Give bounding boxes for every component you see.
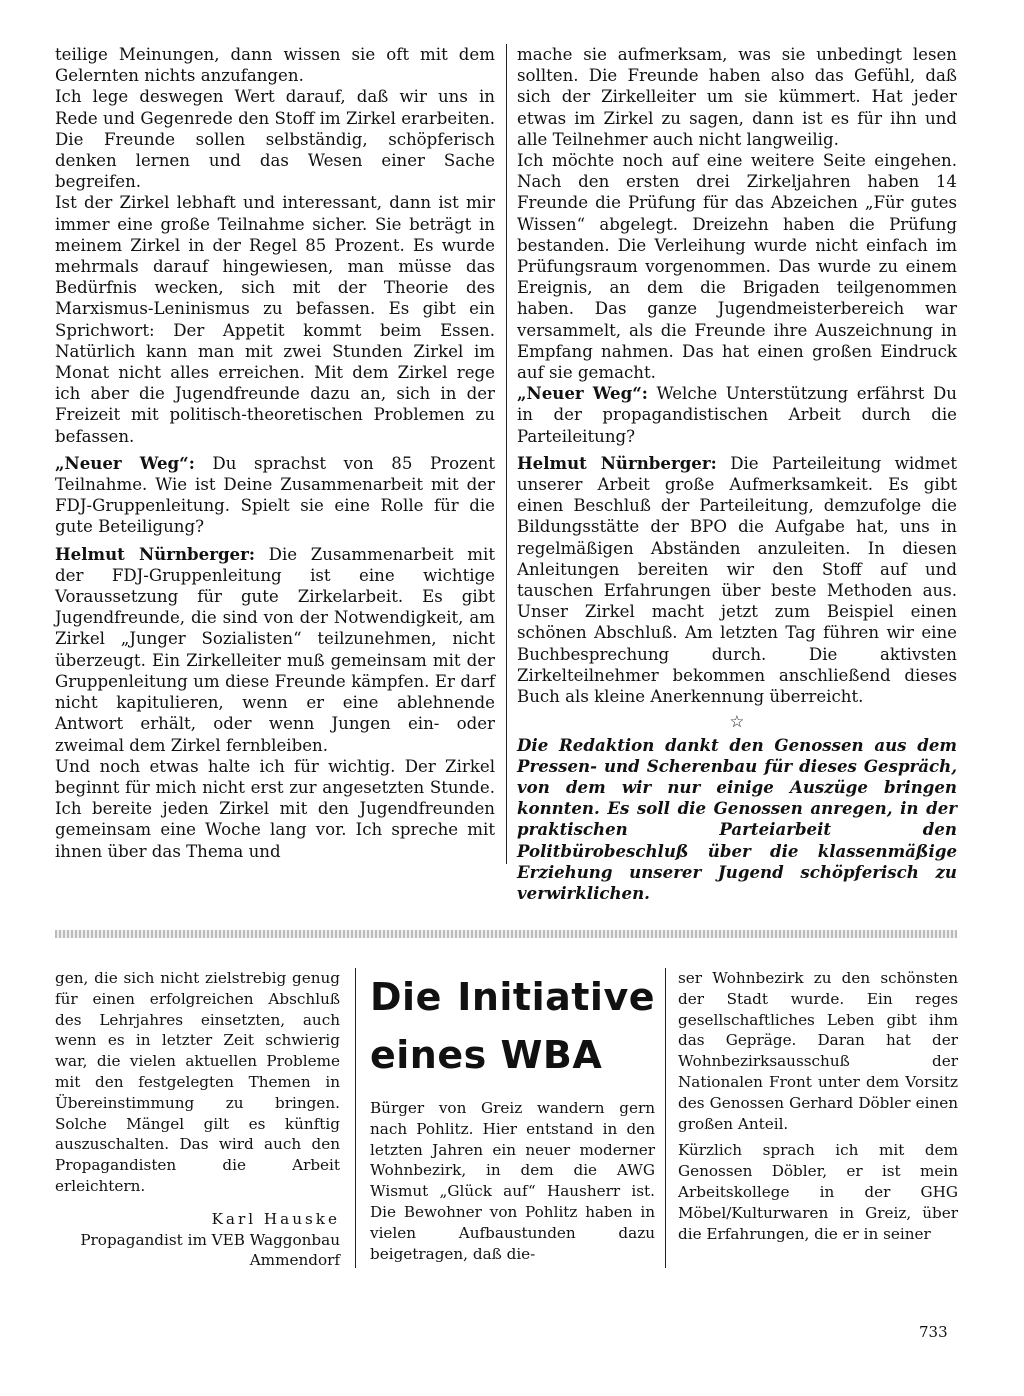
speaker-neuer-weg: „Neuer Weg“: — [517, 383, 648, 404]
column-rule — [506, 44, 507, 864]
column-top-right — [517, 44, 957, 904]
paragraph: teilige Meinungen, dann wissen sie oft mit dem Gelernten nichts anzufangen. — [55, 45, 495, 86]
page-number: 733 — [919, 1323, 948, 1341]
question-text: Welche Unterstützung erfährst Du in der propagandistischen Arbeit durch die Parteileitung? — [517, 384, 957, 446]
paragraph: Kürzlich sprach ich mit dem Genossen Döbler, er ist mein Arbeitskollege in der GHG Möbel/Kulturwaren in Greiz, über die Erfahrungen, die er in seiner — [678, 1141, 958, 1243]
interview-question — [55, 453, 495, 538]
paragraph: Ich möchte noch auf eine weitere Seite eingehen. Nach den ersten drei Zirkeljahren haben 14 Freunde die Prüfung für das Abzeichen „Für gutes Wissen“ abgelegt. Dreizehn haben die Prüfung bestanden. Die Verleihung wurde nicht einfach im Prüfungsraum vorgenommen. Das wurde zu einem Ereignis, an dem die Brigaden teilgenommen haben. Das ganze Jugendmeisterbereich war versammelt, als die Freunde ihre Auszeichnung in Empfang nahmen. Das hat einen großen Eindruck auf sie gemacht. — [517, 151, 957, 383]
speaker-neuer-weg: „Neuer Weg“: — [55, 452, 195, 473]
column-rule — [355, 968, 356, 1268]
column-rule — [665, 968, 666, 1268]
column-bottom-right — [678, 968, 958, 1244]
author-name: Karl Hauske — [211, 1209, 340, 1228]
paragraph: Ist der Zirkel lebhaft und interessant, dann ist mir immer eine große Teilnahme sicher. Sie beträgt in meinem Zirkel in der Regel 85 Prozent. Es wurde mehrmals darauf hingewiesen, man müsse das Bedürfnis wecken, sich mit der Theorie des Marxismus-Leninismus zu befassen. Es gibt ein Sprichwort: Der Appetit kommt beim Essen. Natürlich kann man mit zwei Stunden Zirkel im Monat nicht alles erreichen. Mit dem Zirkel rege ich aber die Jugendfreunde dazu an, sich in der Freizeit mit politisch-theoretischen Problemen zu befassen. — [55, 193, 495, 446]
interview-question — [517, 383, 957, 447]
paragraph: Bürger von Greiz wandern gern nach Pohlitz. Hier entstand in den letzten Jahren ein neuer moderner Wohnbezirk, in dem die AWG Wismut „Glück auf“ Hausherr ist. Die Bewohner von Pohlitz haben in vielen Aufbaustunden dazu beigetragen, daß die- — [370, 1099, 655, 1263]
answer-text: Die Parteileitung widmet unserer Arbeit große Aufmerksamkeit. Es gibt einen Beschluß der Parteileitung, demzufolge die Bildungsstätte der BPO die Aufgabe hat, uns in regelmäßigen Abständen anzuleiten. In diesen Anleitungen bereiten wir den Stoff auf und tauschen Erfahrungen über beste Methoden aus. Unser Zirkel macht jetzt zum Beispiel einen schönen Abschluß. Am letzten Tag führen wir eine Buchbesprechung durch. Die aktivsten Zirkelteilnehmer bekommen anschließend dieses Buch als kleine Anerkennung überreicht. — [517, 453, 957, 707]
section-divider — [55, 930, 957, 938]
paragraph: Und noch etwas halte ich für wichtig. Der Zirkel beginnt für mich nicht erst zur angesetzten Stunde. Ich bereite jeden Zirkel mit den Jugendfreunden gemeinsam eine Woche lang vor. Ich spreche mit ihnen über das Thema und — [55, 756, 495, 861]
column-bottom-left — [55, 968, 340, 1271]
author-affiliation: Propagandist im VEB Waggonbau Ammendorf — [80, 1230, 340, 1270]
question-text: Du sprachst von 85 Prozent Teilnahme. Wie ist Deine Zusammenarbeit mit der FDJ-Gruppenleitung. Spielt sie eine Rolle für die gute Beteiligung? — [55, 453, 495, 537]
star-icon: ☆ — [729, 712, 745, 732]
paragraph: Ich lege deswegen Wert darauf, daß wir uns in Rede und Gegenrede den Stoff im Zirkel erarbeiten. Die Freunde sollen selbständig, schöpferisch denken lernen und das Wesen einer Sache begreifen. — [55, 87, 495, 192]
column-top-left — [55, 44, 495, 862]
interview-answer — [55, 544, 495, 756]
interview-answer — [517, 453, 957, 707]
paragraph: gen, die sich nicht zielstrebig genug für einen erfolgreichen Abschluß des Lehrjahres einsetzten, auch wenn es in letzter Zeit schwierig war, die vielen aktuellen Probleme mit den festgelegten Themen in Übereinstimmung zu bringen. Solche Mängel gilt es künftig auszuschalten. Das wird auch den Propagandisten die Arbeit erleichtern. — [55, 969, 340, 1195]
article-headline: Die Initiative eines WBA — [370, 975, 655, 1077]
paragraph: ser Wohnbezirk zu den schönsten der Stadt wurde. Ein reges gesellschaftliches Leben gibt ihm das Gepräge. Daran hat der Wohnbezirksausschuß der Nationalen Front unter dem Vorsitz des Genossen Gerhard Döbler einen großen Anteil. — [678, 969, 958, 1133]
speaker-nuernberger: Helmut Nürnberger: — [517, 452, 717, 473]
editorial-note: Die Redaktion dankt den Genossen aus dem Pressen- und Scherenbau für dieses Gespräch, von dem wir nur einige Auszüge bringen konnten. Es soll die Genossen anregen, in der praktischen Parteiarbeit den Politbürobeschluß über die klassenmäßige Erziehung unserer Jugend schöpferisch zu verwirklichen. — [517, 734, 957, 903]
answer-text: Die Zusammenarbeit mit der FDJ-Gruppenleitung ist eine wichtige Voraussetzung für gute Zirkelarbeit. Es gibt Jugendfreunde, die sind von der Notwendigkeit, am Zirkel „Junger Sozialisten“ teilzunehmen, nicht überzeugt. Ein Zirkelleiter muß gemeinsam mit der Gruppenleitung um diese Freunde kämpfen. Er darf nicht kapitulieren, wenn er eine ablehnende Antwort erhält, oder wenn Jungen ein- oder zweimal dem Zirkel fernbleiben. — [55, 544, 496, 755]
column-bottom-middle — [370, 968, 655, 1264]
paragraph: mache sie aufmerksam, was sie unbedingt lesen sollten. Die Freunde haben also das Gefühl, daß sich der Zirkelleiter um sie kümmert. Hat jeder etwas im Zirkel zu sagen, dann ist es für ihn und alle Teilnehmer auch nicht langweilig. — [517, 45, 957, 149]
speaker-nuernberger: Helmut Nürnberger: — [55, 543, 255, 564]
